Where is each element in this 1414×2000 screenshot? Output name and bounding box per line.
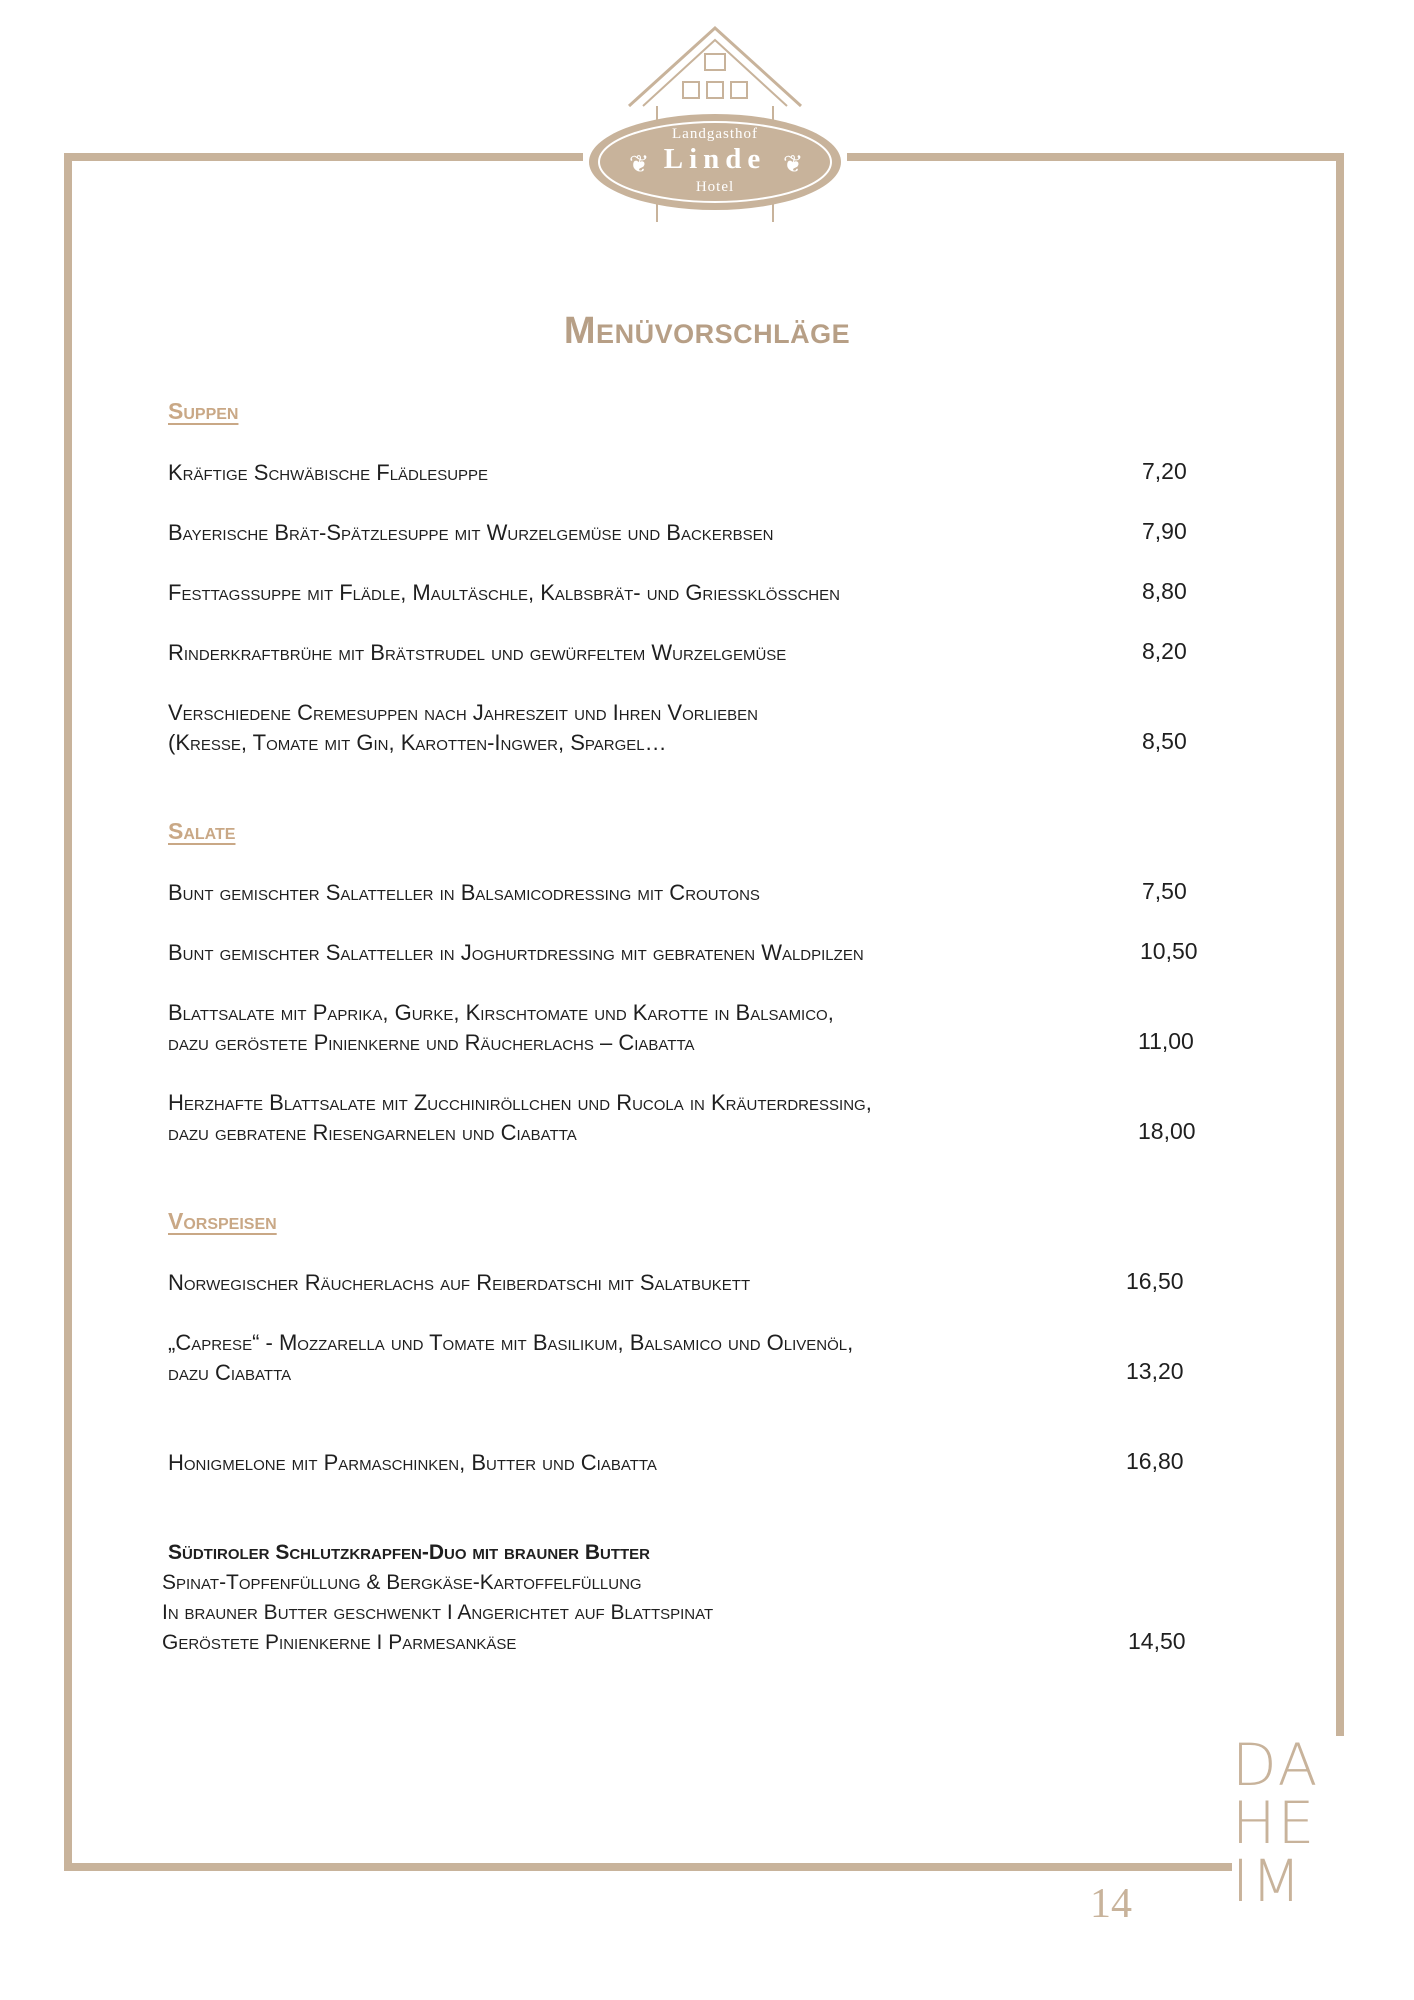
menu-item-price: 8,80 (1142, 578, 1187, 604)
page-number: 14 (1090, 1881, 1132, 1927)
logo-line-linde: Linde (663, 143, 767, 175)
menu-item: „Caprese“ - Mozzarella und Tomate mit Basilikum, Balsamico und Olivenöl, dazu Ciabatta (168, 1330, 854, 1385)
hotel-logo (583, 22, 847, 222)
featured-dish-line: Spinat-Topfenfüllung & Bergkäse-Kartoffelfüllung (162, 1571, 642, 1594)
menu-item-price: 16,80 (1126, 1448, 1184, 1474)
menu-item-price: 7,20 (1142, 458, 1187, 484)
menu-item-price: 18,00 (1138, 1118, 1196, 1144)
menu-item: Herzhafte Blattsalate mit Zucchiniröllchen und Rucola in Kräuterdressing, dazu gebratene Riesengarnelen und Ciabatta (168, 1090, 872, 1145)
menu-item-price: 8,50 (1142, 728, 1187, 754)
menu-item: Bunt gemischter Salatteller in Balsamicodressing mit Croutons (168, 880, 760, 905)
menu-item-price: 8,20 (1142, 638, 1187, 664)
menu-item: Bayerische Brät-Spätzlesuppe mit Wurzelgemüse und Backerbsen (168, 520, 774, 545)
featured-dish (162, 1538, 713, 1658)
menu-item: Blattsalate mit Paprika, Gurke, Kirschtomate und Karotte in Balsamico, dazu geröstete Pinienkerne und Räucherlachs – Ciabatta (168, 1000, 834, 1055)
menu-item-price: 13,20 (1126, 1358, 1184, 1384)
menu-item-price: 10,50 (1140, 938, 1198, 964)
section-title-suppen: Suppen (168, 398, 239, 424)
section-title-vorspeisen: Vorspeisen (168, 1208, 277, 1234)
featured-dish-line: Geröstete Pinienkerne I Parmesankäse (162, 1631, 517, 1654)
menu-item: Norwegischer Räucherlachs auf Reiberdatschi mit Salatbukett (168, 1270, 751, 1295)
menu-item-price: 11,00 (1138, 1028, 1194, 1054)
menu-item-price: 7,90 (1142, 518, 1187, 544)
logo-line-hotel: Hotel (695, 179, 735, 195)
menu-item: Bunt gemischter Salatteller in Joghurtdressing mit gebratenen Waldpilzen (168, 940, 864, 965)
menu-item-price: 16,50 (1126, 1268, 1184, 1294)
menu-item: Rinderkraftbrühe mit Brätstrudel und gewürfeltem Wurzelgemüse (168, 640, 787, 665)
featured-dish-title: Südtiroler Schlutzkrapfen-Duo mit brauner Butter (168, 1541, 650, 1564)
svg-text:❦: ❦ (783, 150, 804, 178)
daheim-watermark: DA HE IM (1232, 1736, 1352, 1936)
featured-dish-line: In brauner Butter geschwenkt I Angerichtet auf Blattspinat (162, 1601, 714, 1624)
menu-item: Verschiedene Cremesuppen nach Jahreszeit und Ihren Vorlieben (Kresse, Tomate mit Gin, Karotten-Ingwer, Spargel… (168, 700, 758, 755)
featured-dish-price: 14,50 (1128, 1628, 1186, 1654)
page-title: Menüvorschläge (563, 310, 851, 352)
menu-item: Festtagssuppe mit Flädle, Maultäschle, Kalbsbrät- und Grießklößchen (168, 580, 840, 605)
logo-line-landgasthof: Landgasthof (672, 126, 758, 142)
menu-item: Kräftige Schwäbische Flädlesuppe (168, 460, 489, 485)
section-title-salate: Salate (168, 818, 236, 844)
menu-item: Honigmelone mit Parmaschinken, Butter und Ciabatta (168, 1450, 657, 1475)
menu-item-price: 7,50 (1142, 878, 1187, 904)
svg-text:❦: ❦ (629, 150, 650, 178)
